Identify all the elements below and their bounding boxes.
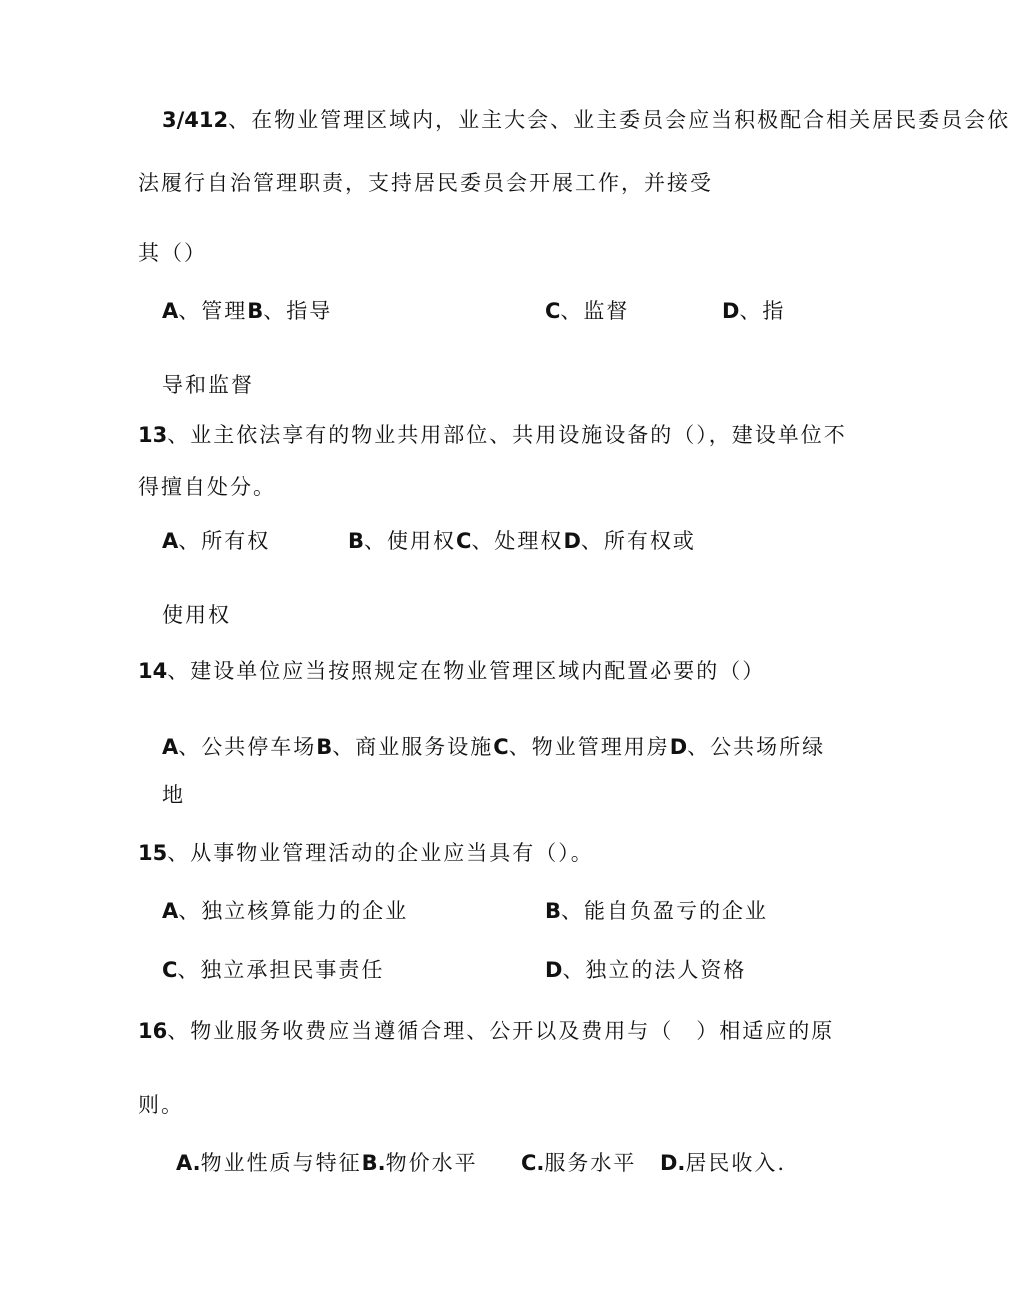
question-stem: 16、物业服务收费应当遵循合理、公开以及费用与（ ）相适应的原: [138, 1019, 835, 1043]
question-stem: 15、从事物业管理活动的企业应当具有（）。: [138, 841, 594, 865]
option-a: A、所有权: [162, 529, 271, 553]
option-key: B: [316, 735, 333, 759]
question-stem-line: 则。: [138, 1093, 184, 1117]
option-key: A: [162, 735, 179, 759]
option-d: D.居民收入.: [660, 1151, 787, 1175]
option-key: A: [162, 299, 179, 323]
option-key: A: [162, 899, 179, 923]
option-key: C.: [521, 1151, 545, 1175]
option-key: A.: [176, 1151, 201, 1175]
option-c: C.服务水平: [521, 1151, 637, 1175]
option-c: C、独立承担民事责任: [162, 958, 385, 982]
option-wrap-line: 地: [162, 783, 185, 807]
option-key: B: [545, 899, 562, 923]
option-b: B、能自负盈亏的企业: [545, 899, 769, 923]
question-stem: 14、建设单位应当按照规定在物业管理区域内配置必要的（）: [138, 659, 766, 683]
question-number: 3/412: [162, 108, 229, 132]
option-d: D、指: [722, 299, 786, 323]
question-stem-line: 得擅自处分。: [138, 475, 276, 499]
option-key: D: [722, 299, 740, 323]
question-number: 13: [138, 423, 168, 447]
option-key: D: [563, 529, 581, 553]
option-d: D、独立的法人资格: [545, 958, 747, 982]
option-key: A: [162, 529, 179, 553]
option-c: C、监督: [545, 299, 630, 323]
question-number: 14: [138, 659, 168, 683]
option-key: C: [545, 299, 561, 323]
option-a: A、独立核算能力的企业: [162, 899, 409, 923]
question-stem: 3/412、在物业管理区域内，业主大会、业主委员会应当积极配合相关居民委员会依: [162, 108, 1010, 132]
option-wrap-line: 使用权: [162, 603, 231, 627]
option-b: B、使用权C、处理权D、所有权或: [348, 529, 696, 553]
option-wrap-line: 导和监督: [162, 373, 254, 397]
question-stem-line: 其（）: [138, 241, 207, 265]
option-key: C: [162, 958, 178, 982]
question-number: 15: [138, 841, 168, 865]
question-stem-line: 法履行自治管理职责，支持居民委员会开展工作，并接受: [138, 171, 713, 195]
option-key: D: [545, 958, 563, 982]
option-key: C: [456, 529, 472, 553]
question-number: 16: [138, 1019, 168, 1043]
option-key: D.: [660, 1151, 686, 1175]
option-line: A、公共停车场B、商业服务设施C、物业管理用房D、公共场所绿: [162, 735, 826, 759]
option-key: B: [348, 529, 365, 553]
option-a: A.物业性质与特征B.物价水平: [176, 1151, 478, 1175]
option-a: A、管理B、指导: [162, 299, 333, 323]
question-stem: 13、业主依法享有的物业共用部位、共用设施设备的（），建设单位不: [138, 423, 847, 447]
option-key: D: [669, 735, 688, 759]
option-key: C: [493, 735, 509, 759]
option-key: B.: [361, 1151, 386, 1175]
option-key: B: [247, 299, 264, 323]
